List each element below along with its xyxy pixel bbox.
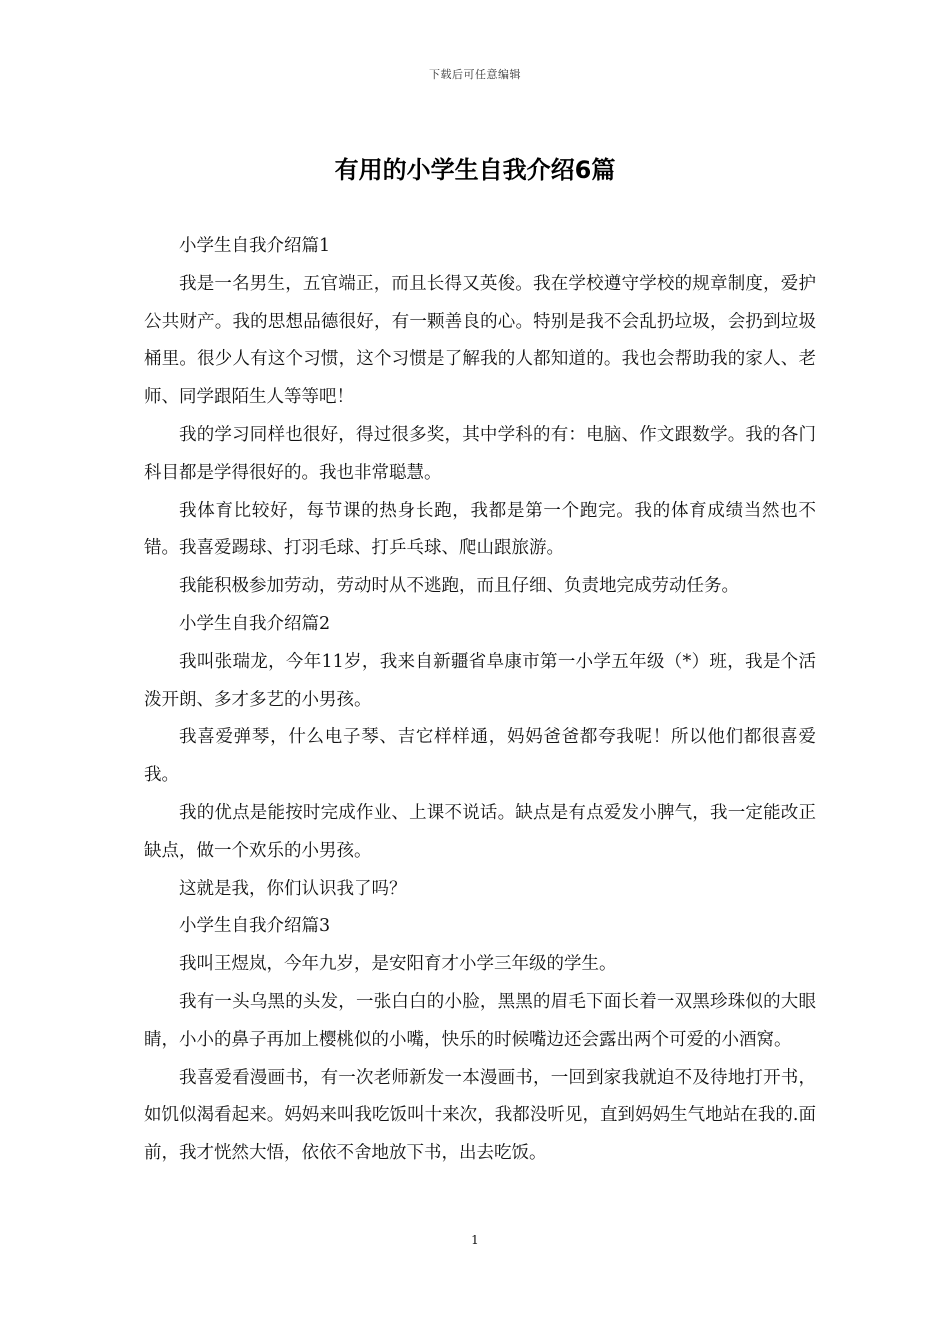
section-heading: 小学生自我介绍篇1 <box>179 236 331 256</box>
paragraph: 我的学习同样也很好，得过很多奖，其中学科的有：电脑、作文跟数学。我的各门科目都是学得很好的。我也非常聪慧。 <box>144 424 816 483</box>
document-body <box>144 228 816 1173</box>
section-heading: 小学生自我介绍篇2 <box>179 613 331 634</box>
paragraph: 我的优点是能按时完成作业、上课不说话。缺点是有点爱发小脾气，我一定能改正缺点，做一个欢乐的小男孩。 <box>144 802 816 861</box>
page-title: 有用的小学生自我介绍6篇 <box>334 156 616 184</box>
paragraph: 我能积极参加劳动，劳动时从不逃跑，而且仔细、负责地完成劳动任务。 <box>179 576 739 597</box>
page-number: 1 <box>471 1233 479 1247</box>
paragraph: 我叫张瑞龙，今年11岁，我来自新疆省阜康市第一小学五年级（*）班，我是个活泼开朗、多才多艺的小男孩。 <box>144 651 816 710</box>
paragraph: 我是一名男生，五官端正，而且长得又英俊。我在学校遵守学校的规章制度，爱护公共财产。我的思想品德很好，有一颗善良的心。特别是我不会乱扔垃圾，会扔到垃圾桶里。很少人有这个习惯，这个习惯是了解我的人都知道的。我也会帮助我的家人、老师、同学跟陌生人等等吧！ <box>144 273 816 408</box>
paragraph: 这就是我，你们认识我了吗？ <box>179 878 407 899</box>
paragraph: 我喜爱弹琴，什么电子琴、吉它样样通，妈妈爸爸都夸我呢！所以他们都很喜爱我。 <box>144 727 816 786</box>
paragraph: 我喜爱看漫画书，有一次老师新发一本漫画书，一回到家我就迫不及待地打开书，如饥似渴看起来。妈妈来叫我吃饭叫十来次，我都没听见，直到妈妈生气地站在我的.面前，我才恍然大悟，依依不舍地放下书，出去吃饭。 <box>144 1067 816 1164</box>
header-note: 下载后可任意编辑 <box>429 68 521 81</box>
paragraph: 我有一头乌黑的头发，一张白白的小脸，黑黑的眉毛下面长着一双黑珍珠似的大眼睛，小小的鼻子再加上樱桃似的小嘴，快乐的时候嘴边还会露出两个可爱的小酒窝。 <box>144 991 816 1050</box>
paragraph: 我体育比较好，每节课的热身长跑，我都是第一个跑完。我的体育成绩当然也不错。我喜爱踢球、打羽毛球、打乒乓球、爬山跟旅游。 <box>144 500 816 559</box>
paragraph: 我叫王煜岚，今年九岁，是安阳育才小学三年级的学生。 <box>179 954 617 975</box>
section-heading: 小学生自我介绍篇3 <box>179 916 331 937</box>
